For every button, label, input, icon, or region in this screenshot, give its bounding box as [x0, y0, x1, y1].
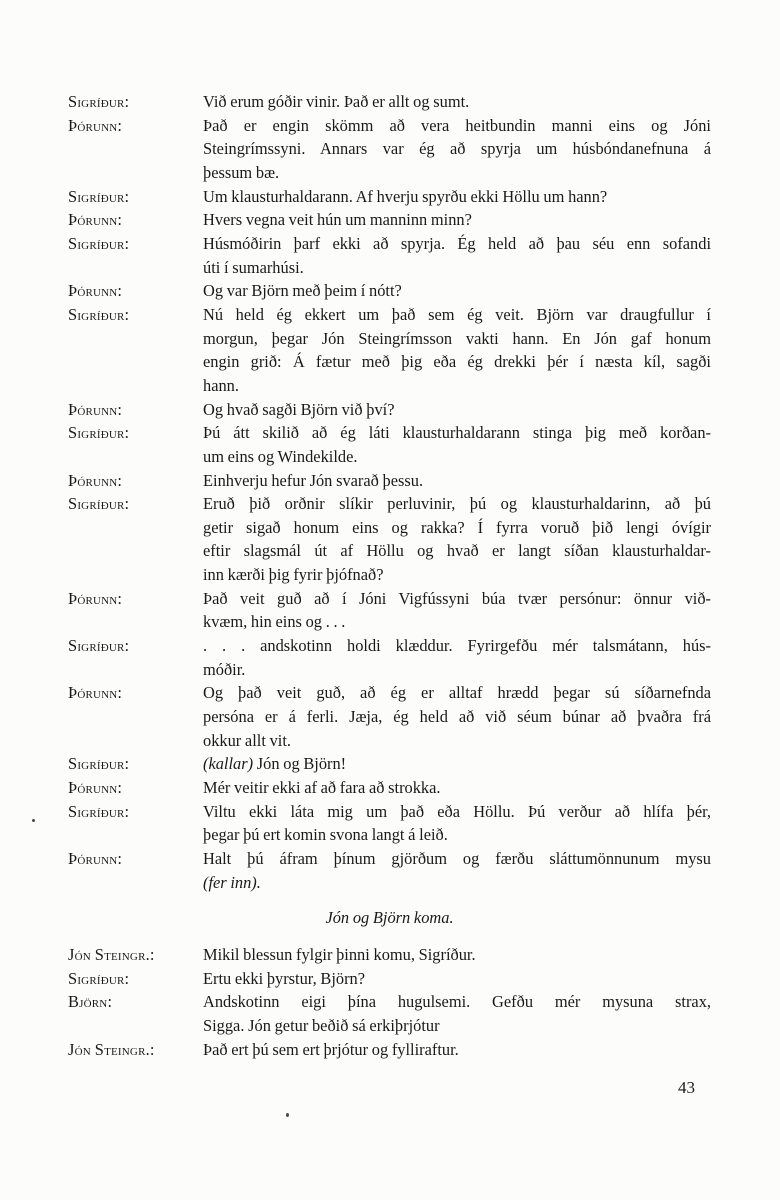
dialogue-line	[203, 681, 711, 705]
speech-text	[203, 681, 711, 752]
dialogue-segment: getir sigað honum eins og rakka? Í fyrra voruð þið lengi óvígir	[203, 517, 711, 537]
dialogue-segment: Einhverju hefur Jón svarað þessu.	[203, 470, 424, 490]
speech-text	[203, 492, 711, 587]
dialogue-segment: Andskotinn eigi þína hugulsemi. Gefðu mér mysuna strax,	[203, 992, 711, 1012]
dialogue-line	[203, 232, 711, 256]
dialogue-line	[203, 445, 711, 469]
dialogue-line	[203, 539, 711, 563]
speech-text	[203, 232, 711, 279]
speech-row	[68, 469, 711, 493]
speaker-label: Sigríður:	[68, 801, 130, 821]
dialogue-line	[203, 752, 711, 776]
dialogue-segment: Það er engin skömm að vera heitbundin manni eins og Jóni	[203, 115, 711, 135]
dialogue-line	[203, 658, 711, 682]
dialogue-line	[203, 185, 711, 209]
speech-row	[68, 208, 711, 232]
dialogue-line	[203, 303, 711, 327]
dialogue-segment: morgun, þegar Jón Steingrímsson vakti hann. En Jón gaf honum	[203, 328, 711, 348]
dialogue-line	[203, 279, 711, 303]
dialogue-line	[203, 469, 711, 493]
dialogue-line	[203, 256, 711, 280]
dialogue-segment: engin grið: Á fætur með þig eða ég drekki þér í næsta kíl, sagði	[203, 352, 711, 372]
dialogue-segment: kvæm, hin eins og . . .	[203, 612, 346, 632]
speech-row	[68, 232, 711, 279]
speech-row	[68, 752, 711, 776]
dialogue-segment: Og var Björn með þeim í nótt?	[203, 281, 402, 301]
speech-text	[203, 398, 711, 422]
dialogue-line	[203, 800, 711, 824]
speech-text	[203, 1038, 711, 1062]
speaker-label: Þórunn:	[68, 210, 123, 230]
dialogue-segment: Þú átt skilið að ég láti klausturhaldarann stinga þig með korðan-	[203, 423, 711, 443]
dialogue-segment: . . . andskotinn holdi klæddur. Fyrirgefðu mér talsmátann, hús-	[203, 636, 711, 656]
speech-text	[203, 587, 711, 634]
dialogue-segment: Mér veitir ekki af að fara að strokka.	[203, 778, 441, 798]
dialogue-segment: Um klausturhaldarann. Af hverju spyrðu ekki Höllu um hann?	[203, 186, 608, 206]
speaker-label: Þórunn:	[68, 281, 123, 301]
dialogue-segment: Halt þú áfram þínum gjörðum og færðu sláttumönnunum mysu	[203, 849, 711, 868]
speech-text	[203, 943, 711, 967]
speech-text	[203, 800, 711, 847]
speech-row	[68, 114, 711, 185]
dialogue-segment: okkur allt vit.	[203, 730, 291, 750]
dialogue-line	[203, 634, 711, 658]
speech-row	[68, 185, 711, 209]
dialogue-line	[203, 610, 711, 634]
speech-text	[203, 967, 711, 991]
speech-row	[68, 90, 711, 114]
stage-note: (kallar)	[203, 754, 254, 774]
dialogue-line	[203, 398, 711, 422]
dialogue-line	[203, 208, 711, 232]
stage-direction: Jón og Björn koma.	[325, 908, 454, 928]
dialogue-line	[203, 90, 711, 114]
dialogue-line	[203, 374, 711, 398]
dialogue-segment: Það ert þú sem ert þrjótur og fylliraftur.	[203, 1039, 459, 1059]
dialogue-segment: um eins og Windekilde.	[203, 446, 358, 466]
speaker-label: Sigríður:	[68, 754, 130, 774]
speech-row	[68, 943, 711, 967]
dialogue-segment: Jón og Björn!	[253, 754, 347, 774]
dialogue-segment: Og hvað sagði Björn við því?	[203, 399, 395, 419]
dialogue-segment: Húsmóðirin þarf ekki að spyrja. Ég held að þau séu enn sofandi	[203, 233, 711, 253]
dialogue-segment: hann.	[203, 375, 239, 395]
dialogue-line	[203, 705, 711, 729]
speech-text	[203, 990, 711, 1037]
speaker-label: Björn:	[68, 992, 113, 1012]
dialogue-line	[203, 492, 711, 516]
speaker-label: Sigríður:	[68, 233, 130, 253]
speech-row	[68, 776, 711, 800]
ink-speck	[32, 819, 35, 822]
speech-text	[203, 847, 711, 894]
page-number: 43	[678, 1078, 695, 1097]
stage-note: (fer inn).	[203, 872, 261, 892]
dialogue-segment: Nú held ég ekkert um það sem ég veit. Björn var draugfullur í	[203, 304, 711, 324]
speaker-label: Sigríður:	[68, 494, 130, 514]
speaker-label: Sigríður:	[68, 968, 130, 988]
speech-text	[203, 208, 711, 232]
dialogue-line	[203, 729, 711, 753]
dialogue-line	[203, 847, 711, 871]
speech-row	[68, 587, 711, 634]
dialogue-segment: Og það veit guð, að ég er alltaf hrædd þegar sú síðarnefnda	[203, 683, 711, 703]
speech-row	[68, 634, 711, 681]
speech-row	[68, 492, 711, 587]
dialogue-segment: Mikil blessun fylgir þinni komu, Sigríður.	[203, 944, 476, 964]
dialogue-segment: úti í sumarhúsi.	[203, 257, 304, 277]
speaker-label: Sigríður:	[68, 186, 130, 206]
dialogue-line	[203, 871, 711, 895]
speech-row	[68, 967, 711, 991]
ink-speck	[286, 1113, 289, 1117]
dialogue-segment: þegar þú ert komin svona langt á leið.	[203, 825, 448, 845]
dialogue-segment: Eruð þið orðnir slíkir perluvinir, þú og klausturhaldarinn, að þú	[203, 494, 711, 514]
speech-row	[68, 990, 711, 1037]
speech-row	[68, 681, 711, 752]
speech-row	[68, 398, 711, 422]
dialogue-line	[203, 1014, 711, 1038]
dialogue-segment: Steingrímssyni. Annars var ég að spyrja um húsbóndanefnuna á	[203, 139, 711, 159]
speaker-label: Jón Steingr.:	[68, 944, 155, 964]
text-block	[68, 90, 711, 1061]
dialogue-line	[203, 587, 711, 611]
dialogue-line	[203, 823, 711, 847]
dialogue-segment: Við erum góðir vinir. Það er allt og sumt.	[203, 92, 470, 111]
speech-text	[203, 421, 711, 468]
dialogue-line	[203, 137, 711, 161]
speaker-label: Þórunn:	[68, 849, 123, 868]
speech-text	[203, 303, 711, 398]
speech-text	[203, 634, 711, 681]
dialogue-segment: þessum bæ.	[203, 162, 280, 182]
speaker-label: Sigríður:	[68, 423, 130, 443]
speech-row	[68, 279, 711, 303]
dialogue-line	[203, 327, 711, 351]
speaker-label: Þórunn:	[68, 470, 123, 490]
speech-text	[203, 752, 711, 776]
dialogue-segment: móðir.	[203, 659, 246, 679]
speech-row	[68, 421, 711, 468]
dialogue-segment: Viltu ekki láta mig um það eða Höllu. Þú verður að hlífa þér,	[203, 801, 711, 821]
dialogue-line	[203, 967, 711, 991]
speaker-label: Þórunn:	[68, 588, 123, 608]
speaker-label: Sigríður:	[68, 304, 130, 324]
dialogue-line	[203, 943, 711, 967]
speaker-label: Sigríður:	[68, 636, 130, 656]
speech-text	[203, 776, 711, 800]
speech-text	[203, 469, 711, 493]
dialogue-line	[203, 421, 711, 445]
speech-row	[68, 1038, 711, 1062]
dialogue-segment: Ertu ekki þyrstur, Björn?	[203, 968, 366, 988]
speaker-label: Þórunn:	[68, 115, 123, 135]
speech-text	[203, 185, 711, 209]
dialogue-segment: persóna er á ferli. Jæja, ég held að við séum búnar að þvaðra frá	[203, 707, 711, 727]
dialogue-line	[203, 990, 711, 1014]
dialogue-line	[203, 1038, 711, 1062]
dialogue-segment: eftir slagsmál út af Höllu og hvað er langt síðan klausturhaldar-	[203, 541, 711, 561]
speaker-label: Þórunn:	[68, 778, 123, 798]
speaker-label: Þórunn:	[68, 399, 123, 419]
dialogue-segment: Sigga. Jón getur beðið sá erkiþrjótur	[203, 1015, 440, 1035]
speaker-label: Þórunn:	[68, 683, 123, 703]
speaker-label: Sigríður:	[68, 92, 130, 111]
speech-text	[203, 114, 711, 185]
dialogue-line	[203, 776, 711, 800]
dialogue-line	[203, 563, 711, 587]
dialogue-segment: inn kærði þig fyrir þjófnað?	[203, 565, 384, 585]
speech-row	[68, 303, 711, 398]
dialogue-line	[203, 114, 711, 138]
speaker-label: Jón Steingr.:	[68, 1039, 155, 1059]
dialogue-segment: Það veit guð að í Jóni Vigfússyni búa tvær persónur: önnur við-	[203, 588, 711, 608]
dialogue-line	[203, 161, 711, 185]
speech-row	[68, 800, 711, 847]
dialogue-line	[203, 516, 711, 540]
dialogue-line	[203, 350, 711, 374]
speech-row	[68, 847, 711, 894]
dialogue-segment: Hvers vegna veit hún um manninn minn?	[203, 210, 472, 230]
speech-text	[203, 279, 711, 303]
speech-text	[203, 90, 711, 114]
